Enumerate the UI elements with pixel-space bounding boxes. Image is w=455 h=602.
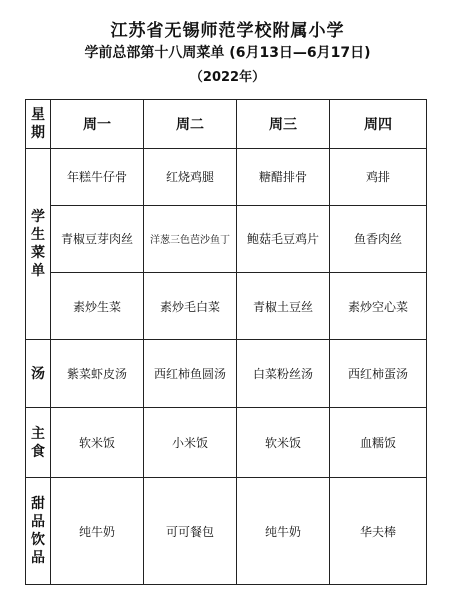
menu-title: 学前总部第十八周菜单 (6月13日—6月17日) — [84, 45, 371, 61]
dish-cell: 素炒空心菜 — [330, 273, 427, 340]
dish-cell: 素炒生菜 — [51, 273, 144, 340]
dish-cell: 鱼香肉丝 — [330, 205, 427, 272]
dish-cell: 糖醋排骨 — [237, 149, 330, 205]
dish-cell: 西红柿鱼圆汤 — [144, 340, 237, 407]
menu-year: （2022年） — [189, 70, 266, 85]
day-tuesday: 周二 — [144, 100, 237, 149]
dish-cell: 白菜粉丝汤 — [237, 340, 330, 407]
table-row — [26, 205, 427, 272]
soup-row — [26, 340, 427, 407]
corner-cell: 星期 — [26, 100, 51, 149]
category-student-menu: 学生菜单 — [26, 149, 51, 340]
dish-cell: 鲍菇毛豆鸡片 — [237, 205, 330, 272]
dish-cell: 华夫棒 — [330, 478, 427, 585]
dish-cell: 血糯饭 — [330, 407, 427, 477]
category-staple: 主食 — [26, 407, 51, 477]
dish-cell: 可可餐包 — [144, 478, 237, 585]
staple-row — [26, 407, 427, 477]
dish-cell: 鸡排 — [330, 149, 427, 205]
dish-cell: 软米饭 — [237, 407, 330, 477]
dish-cell: 西红柿蛋汤 — [330, 340, 427, 407]
school-name: 江苏省无锡师范学校附属小学 — [110, 21, 345, 41]
category-soup: 汤 — [26, 340, 51, 407]
dish-cell: 年糕牛仔骨 — [51, 149, 144, 205]
category-dessert: 甜品饮品 — [26, 478, 51, 585]
dish-cell: 洋葱三色芭沙鱼丁 — [144, 205, 237, 272]
dish-cell: 软米饭 — [51, 407, 144, 477]
table-row — [26, 273, 427, 340]
day-monday: 周一 — [51, 100, 144, 149]
dish-cell: 小米饭 — [144, 407, 237, 477]
dish-cell: 青椒土豆丝 — [237, 273, 330, 340]
dish-cell: 素炒毛白菜 — [144, 273, 237, 340]
dish-cell: 青椒豆芽肉丝 — [51, 205, 144, 272]
day-thursday: 周四 — [330, 100, 427, 149]
dish-cell: 纯牛奶 — [237, 478, 330, 585]
dish-cell: 红烧鸡腿 — [144, 149, 237, 205]
dish-cell: 纯牛奶 — [51, 478, 144, 585]
header-row — [26, 100, 427, 149]
weekly-menu-table — [25, 99, 427, 585]
dessert-row — [26, 478, 427, 585]
table-row — [26, 149, 427, 205]
dish-cell: 紫菜虾皮汤 — [51, 340, 144, 407]
day-wednesday: 周三 — [237, 100, 330, 149]
